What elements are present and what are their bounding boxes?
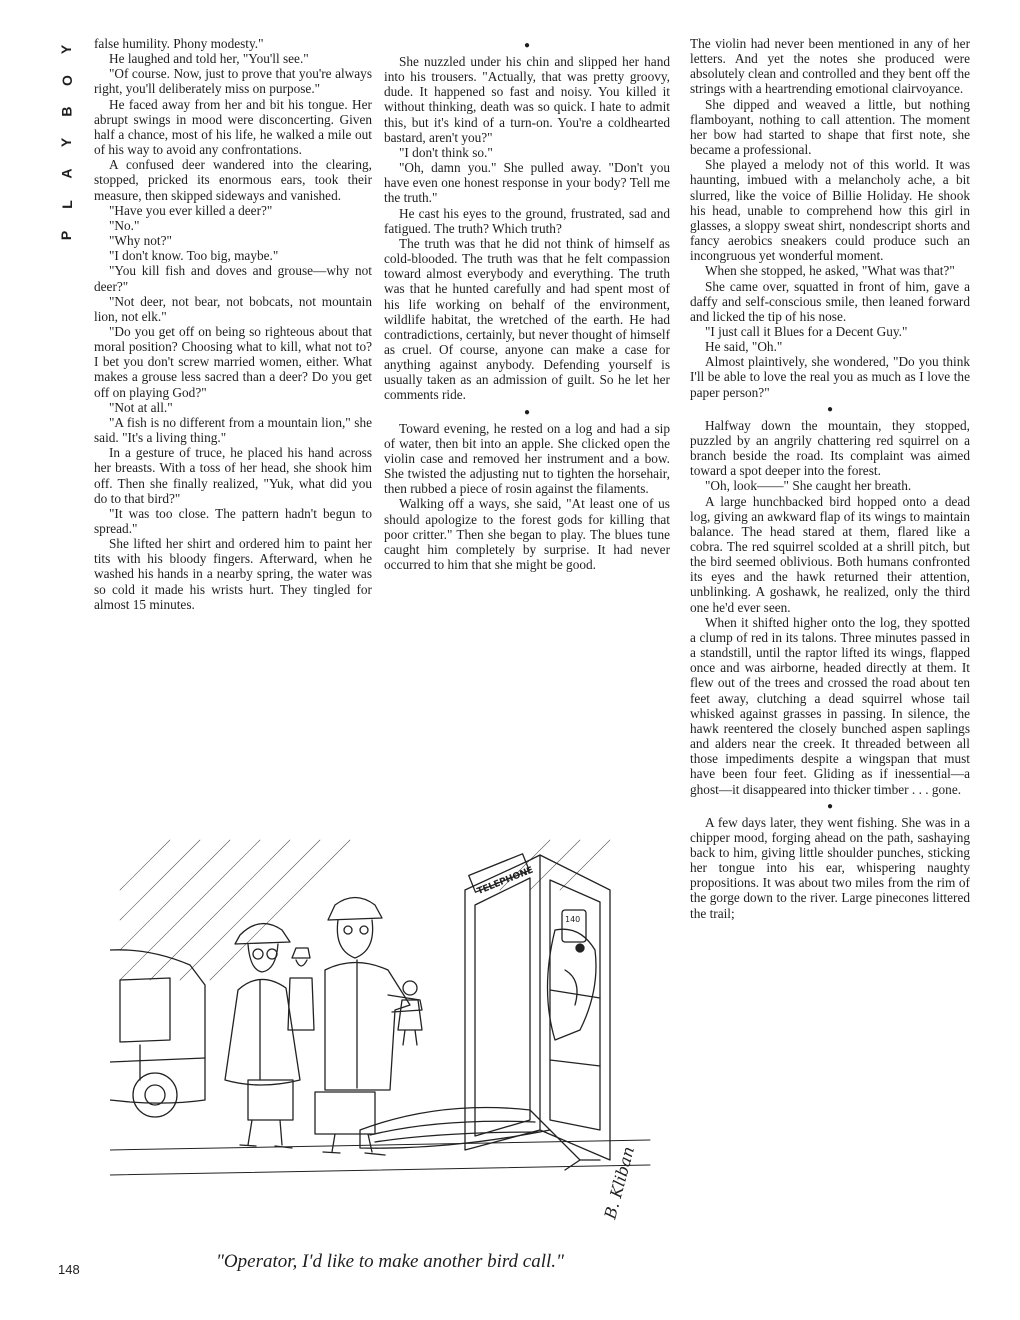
paragraph: "A fish is no different from a mountain lion," she said. "It's a living thing." [94, 414, 372, 446]
text-column-1 [94, 36, 372, 612]
side-letter: P [58, 230, 75, 241]
woman-figure [225, 924, 300, 1148]
background-hatching [120, 840, 610, 980]
paragraph: He cast his eyes to the ground, frustrated, sad and fatigued. The truth? Which truth? [384, 205, 670, 236]
paragraph: Halfway down the mountain, they stopped, puzzled by an angrily chattering red squirrel on a branch beside the road. Its complaint was aimed toward a spot deeper into the forest. [690, 417, 970, 479]
paragraph: When it shifted higher onto the log, they spotted a clump of red in its talons. Three minutes passed in a standstill, until the raptor lifted its wings, flapped once and was airborne, headed directly at them. It flew out of the trees and crossed the road about ten feet away, clutching a dead squirrel whose tail whisked against grasses in passing. In silence, the hawk reentered the closely bunched aspen saplings and alders near the creek. It threaded between all those impediments despite a wingspan that must have been four feet. Gliding as if inessential—a ghost—it disappeared into thicker timber . . . gone. [690, 614, 970, 797]
paragraph: The truth was that he did not think of himself as cold-blooded. The truth was that he felt compassion toward almost everybody and everything. The truth was that he hunted carefully and had spent most of his life working on behalf of the environment, wildlife habitat, the wretched of the earth. He had contradictions, certainly, but never thought of himself as cruel. Of course, anyone can make a case for anything against anybody. Defending yourself is usually taken as an admission of guilt. So he let her comments ride. [384, 235, 670, 403]
phone-dial-number: 140 [565, 915, 581, 924]
text-column-3 [690, 36, 970, 921]
paragraph: She nuzzled under his chin and slipped her hand into his trousers. "Actually, that was pretty groovy, dude. It happened so fast and noisy. You killed it without thinking, death was so quick. I hate to admit this, but it's kind of a turn-on. You're a coldhearted bastard, aren't you?" [384, 54, 670, 145]
paragraph: She lifted her shirt and ordered him to paint her tits with his bloody fingers. Afterward, when he washed his hands in a nearby spring, the water was so cold it made his wrists hurt. They tingled for almost 15 minutes. [94, 536, 372, 612]
paragraph: "No." [109, 217, 140, 233]
paragraph: In a gesture of truce, he placed his hand across her breasts. With a toss of her head, she shook him off. Then she finally realized, "Yuk, what did you do to that bird?" [94, 445, 372, 506]
artist-signature: B. Kliban [600, 1144, 639, 1222]
text-column-2 [384, 36, 670, 572]
paragraph: When she stopped, he asked, "What was that?" [705, 263, 955, 279]
cartoon-illustration [110, 830, 670, 1250]
paragraph: "Not at all." [109, 399, 173, 415]
paragraph: Walking off a ways, she said, "At least one of us should apologize to the forest gods for killing that poor critter." Then she began to play. The blues tune caught him completely by surprise. It had never occurred to him that she might be good. [384, 496, 670, 572]
paragraph: "I don't think so." [399, 144, 493, 160]
paragraph: A large hunchbacked bird hopped onto a dead log, giving an awkward flap of its wings to maintain balance. The head stared at them, flared like a cobra. The red squirrel scolded at a shrill pitch, but the bird seemed oblivious. Both humans confronted its eyes and the hawk returned their attention, unblinking. A goshawk, he realized, only the third one he'd ever seen. [690, 493, 970, 615]
paragraph: She played a melody not of this world. It was haunting, imbued with a melancholy ache, a bit slurred, like the voice of Billie Holiday. He shook his head, unable to comprehend how this girl in glasses, a sloppy sweat shirt, nondescript shorts and fancy aerobics sneakers could produce such an incongruous yet wonderful moment. [690, 157, 970, 264]
side-letter: O [58, 75, 75, 86]
paragraph: The violin had never been mentioned in any of her letters. And yet the notes she produced were absolutely clean and controlled and they bent off the strings with a heartrending emotional clairvoyance. [690, 36, 970, 97]
paragraph: Almost plaintively, she wondered, "Do you think I'll be able to love the real you as much as I love the paper person?" [690, 354, 970, 400]
paragraph: She came over, squatted in front of him, gave a daffy and self-conscious smile, then leaned forward and licked the tip of his nose. [690, 278, 970, 324]
paragraph: He said, "Oh." [705, 339, 783, 355]
section-bullet: ● [826, 800, 834, 812]
telephone-booth [465, 854, 610, 1160]
paragraph: "Have you ever killed a deer?" [109, 202, 273, 218]
magazine-side-label [56, 34, 78, 251]
paragraph: "Of course. Now, just to prove that you're always right, you'll deliberately miss on purpose." [94, 66, 372, 97]
paragraph: He faced away from her and bit his tongue. Her abrupt swings in mood were disconcerting. Given half a chance, most of his life, he walked a mile out of his way to avoid any confrontations. [94, 96, 372, 158]
side-letter: Y [58, 44, 75, 55]
paragraph: "Why not?" [109, 233, 172, 249]
paragraph: "Oh, look——" She caught her breath. [705, 478, 912, 494]
paragraph: "Oh, damn you." She pulled away. "Don't you have even one honest response in your body? Tell me the truth." [384, 160, 670, 206]
paragraph: She dipped and weaved a little, but nothing flamboyant, nothing to call attention. The moment her bow had started to shape that first note, she became a professional. [690, 96, 970, 158]
side-letter: B [58, 106, 75, 117]
curb-line [110, 1140, 650, 1175]
cartoon-caption: "Operator, I'd like to make another bird call." [215, 1251, 565, 1272]
section-bullet: ● [826, 403, 834, 415]
side-letter: A [58, 168, 75, 179]
parked-car [110, 950, 205, 1117]
paragraph: "I just call it Blues for a Decent Guy." [705, 323, 908, 339]
paragraph: "I don't know. Too big, maybe." [109, 248, 279, 264]
paragraph: "Do you get off on being so righteous about that moral position? Choosing what to kill, what not to? I bet you don't screw married women, either. What makes a grouse less sacred than a deer? Do you get off on playing God?" [94, 323, 372, 400]
paragraph: A confused deer wandered into the clearing, stopped, pricked its enormous ears, took their measure, then skipped sideways and vanished. [94, 157, 372, 203]
section-bullet: ● [523, 406, 531, 418]
paragraph: "You kill fish and doves and grouse—why not deer?" [94, 263, 372, 294]
section-bullet: ● [523, 40, 531, 51]
side-letter: L [58, 200, 75, 209]
background-man-figure [288, 948, 314, 1030]
bird-tail-feathers [360, 1108, 600, 1171]
paragraph: "It was too close. The pattern hadn't begun to spread." [94, 505, 372, 536]
booth-sign: TELEPHONE [475, 865, 535, 898]
paragraph: Toward evening, he rested on a log and had a sip of water, then bit into an apple. She clicked open the violin case and removed her instrument and a bow. She twisted the adjusting nut to tighten the horsehair, then rubbed a piece of rosin against the filaments. [384, 420, 670, 497]
page-number: 148 [58, 1262, 80, 1277]
paragraph: false humility. Phony modesty." [94, 36, 264, 51]
side-letter: Y [58, 137, 75, 148]
paragraph: He laughed and told her, "You'll see." [109, 51, 309, 67]
paragraph: A few days later, they went fishing. She was in a chipper mood, forging ahead on the path, sashaying back to him, giving little shoulder punches, sticking her tongue into his ear, whispering naughty propositions. It was about two miles from the rim of the gorge down to the river. Large pinecones littered the trail; [690, 814, 970, 921]
paragraph: "Not deer, not bear, not bobcats, not mountain lion, not elk." [94, 293, 372, 324]
